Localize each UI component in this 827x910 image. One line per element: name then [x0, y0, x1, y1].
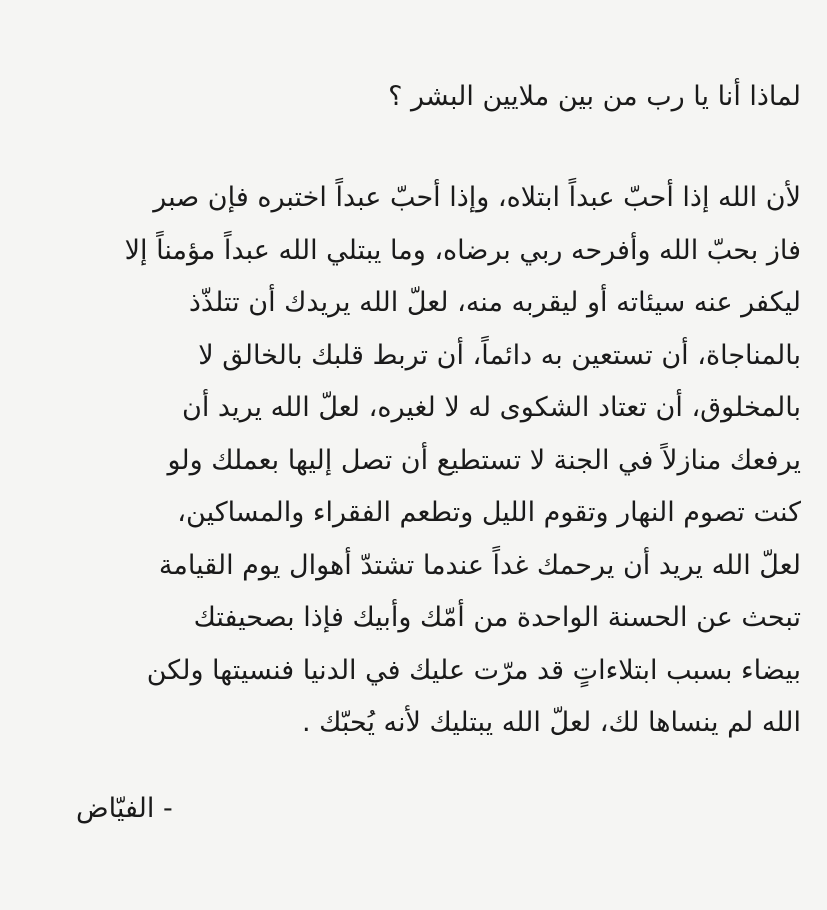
paragraph-line: بالمخلوق، أن تعتاد الشكوى له لا لغيره، لعلّ الله يريد أن — [182, 392, 801, 423]
paragraph-line: فاز بحبّ الله وأفرحه ربي برضاه، وما يبتلي الله عبداً مؤمناً إلا — [124, 234, 801, 266]
paragraph-line: تبحث عن الحسنة الواحدة من أمّك وأبيك فإذا بصحيفتك — [193, 602, 801, 633]
paragraph-line: يرفعك منازلاً في الجنة لا تستطيع أن تصل إليها بعملك ولو — [167, 444, 801, 476]
body-paragraph — [11, 172, 801, 750]
paragraph-line: بالمناجاة، أن تستعين به دائماً، أن تربط قلبك بالخالق لا — [198, 339, 801, 371]
paragraph-line: ليكفر عنه سيئاته أو ليقربه منه، لعلّ الله يريدك أن تتلذّذ — [188, 287, 801, 318]
paragraph-line: الله لم ينساها لك، لعلّ الله يبتليك لأنه يُحبّك . — [301, 707, 801, 738]
paragraph-line: لأن الله إذا أحبّ عبداً ابتلاه، وإذا أحبّ عبداً اختبره فإن صبر — [153, 182, 801, 213]
paragraph-line: كنت تصوم النهار وتقوم الليل وتطعم الفقراء والمساكين، — [177, 497, 801, 528]
paragraph-line: لعلّ الله يريد أن يرحمك غداً عندما تشتدّ أهوال يوم القيامة — [158, 549, 801, 581]
author-signature: - الفيّاض — [76, 793, 173, 824]
question-heading: لماذا أنا يا رب من بين ملايين البشر ؟ — [388, 81, 801, 112]
paragraph-line: بيضاء بسبب ابتلاءاتٍ قد مرّت عليك في الدنيا فنسيتها ولكن — [146, 654, 801, 686]
